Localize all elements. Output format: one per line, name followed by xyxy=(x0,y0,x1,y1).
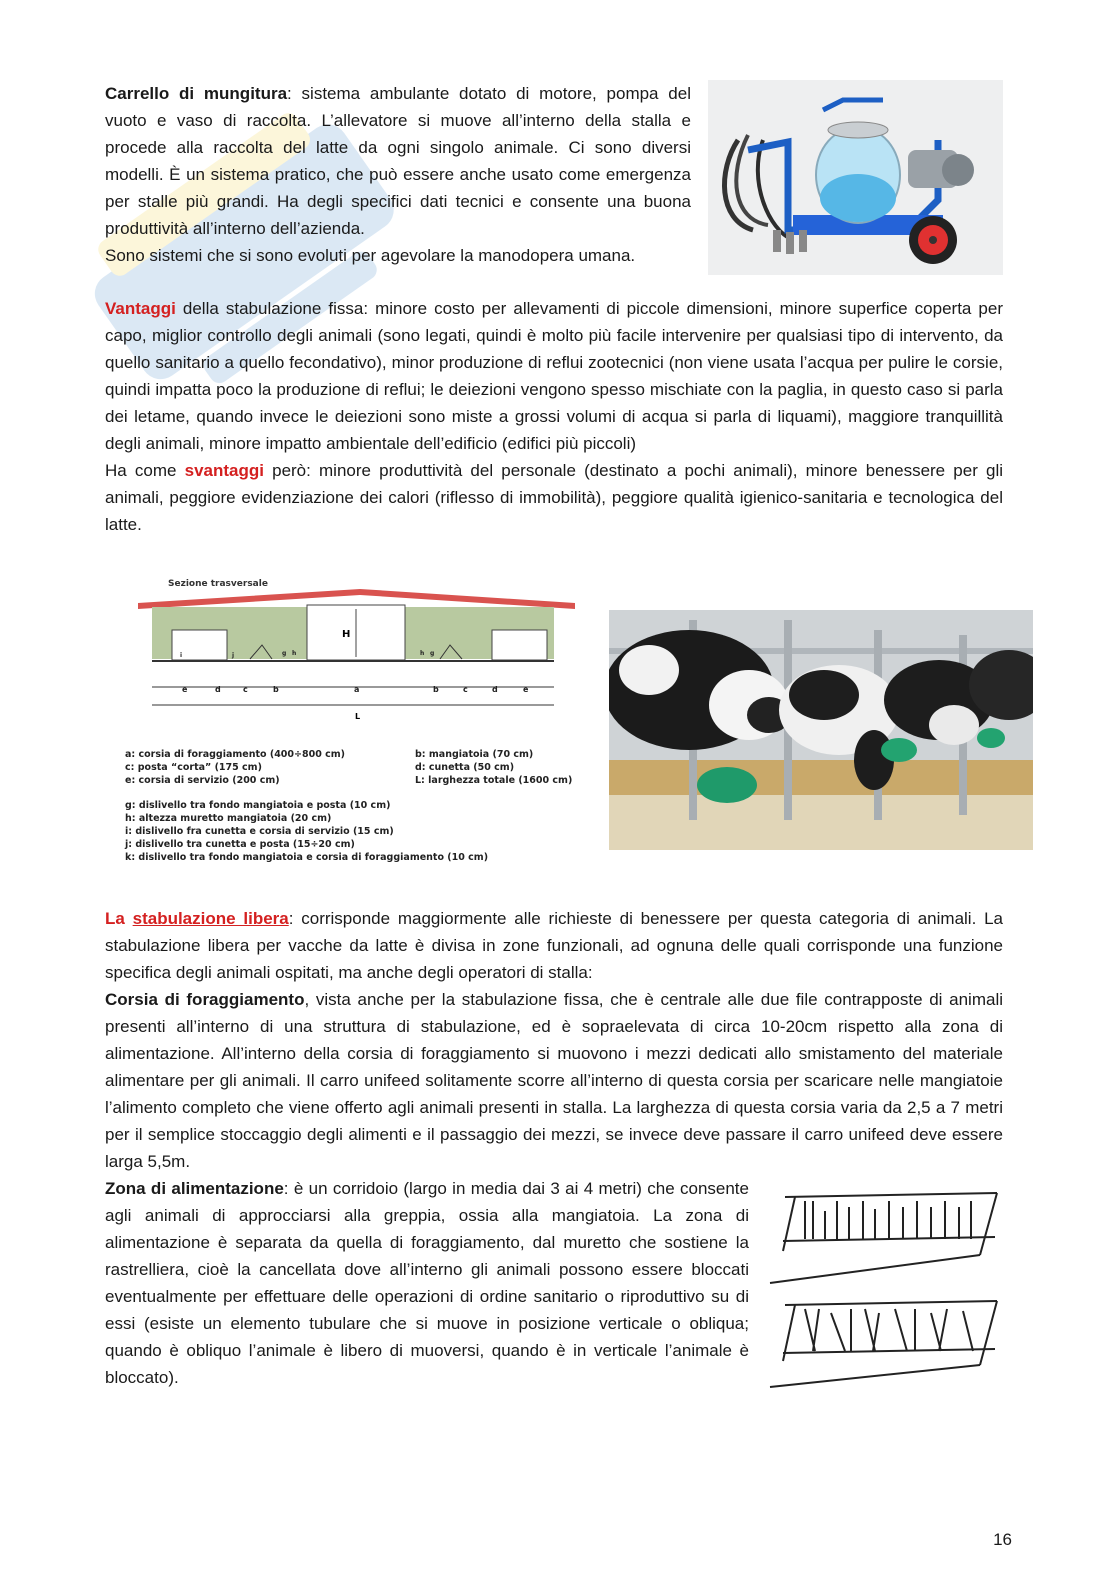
page-number: 16 xyxy=(993,1530,1012,1549)
label-e-right: e xyxy=(523,685,529,694)
advantages-paragraph: Vantaggi della stabulazione fissa: minore costo per allevamenti di piccole dimensioni, minore superfice coperta per capo, miglior controllo degli animali (sono legati, quindi è molto più facile intervenire per qualsiasi tipo di intervento, da quello sanitario a quello fecondativo), minor produzione di reflui zootecnici (non viene usata l’acqua per pulire le corsie, quindi impatta poco la produzione di reflui; le deiezioni vengono spesso mischiate con la paglia, in questo caso si parla dei letame, quando invece le deiezioni sono miste a grossi volumi di acqua si parla di liquami), maggiore tranquillità degli animali, minore impatto ambientale dell’edificio (edifici più piccoli) Ha come svantaggi però: minore produttività del personale (destinato a pochi animali), minore benessere per gli animali, peggiore evidenziazione dei calori (riflesso di immobilità), peggiore qualità igienico-sanitaria e tecnologica del latte. xyxy=(105,299,1004,534)
label-d-right: d xyxy=(492,685,498,694)
feeding-zone-paragraph: Zona di alimentazione: è un corridoio (largo in media dai 3 ai 4 metri) che consente agli animali di approcciarsi alla greppia, ossia alla mangiatoia. La zona di alimentazione è separata da quella di foraggiamento, dal muretto che sostiene la rastrelliera, cioè la cancellata dove all’interno gli animali possono essere bloccati eventualmente per effettuare delle operazioni di ordine sanitario o riproduttivo su di essi (esiste un elemento tubulare che si muove in posizione verticale o obliqua; quando è obliquo l’animale è libero di muoversi, quando è in verticale l’animale è bloccato). xyxy=(105,1179,749,1387)
free-housing-paragraph: La stabulazione libera: corrisponde maggiormente alle richieste di benessere per questa categoria di animali. La stabulazione libera per vacche da latte è divisa in zone funzionali, ad ognuna delle quali corrisponde una funzione specifica degli animali ospitati, ma anche degli operatori di stalla: Corsia di foraggiamento, vista anche per la stabulazione fissa, che è centrale alle due file contrapposte di animali presenti all’interno di una struttura di stabulazione, ed è sopraelevata di circa 10-20cm rispetto alla zona di alimentazione. All’interno della corsia di foraggiamento si muovono i mezzi dedicati allo smistamento del materiale alimentare per gli animali. Il carro unifeed solitamente scorre all’interno di questa corsia per scaricare nelle mangiatoie l’alimento completo che viene offerto agli animali presenti in stalla. La larghezza di questa corsia varia da 2,5 a 7 metri per il semplice stoccaggio degli alimenti e il passaggio dei mezzi, se invece deve passare il carro unifeed deve essere larga 5,5m. xyxy=(105,909,1004,1171)
dimension-l: L xyxy=(355,712,361,721)
cross-section-diagram xyxy=(120,575,580,870)
label-j: j xyxy=(232,652,235,659)
feed-barrier-drawing xyxy=(765,1185,1005,1390)
diagram-legend: a: corsia di foraggiamento (400÷800 cm) b: mangiatoia (70 cm) c: posta “corta” (175 cm) d: cunetta (50 cm) e: corsia di servizio (200 cm) L: larghezza totale (1600 cm) g: dislivello tra fondo mangiatoia e posta (10 cm) h: altezza muretto mangiatoia (20 cm) i: dislivello fra cunetta e corsia di servizio (15 cm) j: dislivello tra cunetta e posta (15÷20 cm) k: dislivello tra fondo mangiatoia e corsia di foraggiamento (10 cm) xyxy=(125,749,573,863)
label-g-left: g xyxy=(282,650,287,657)
diagram-title: Sezione trasversale xyxy=(168,579,268,589)
milking-cart-photo xyxy=(708,80,1003,275)
label-a: a xyxy=(354,685,360,694)
label-h-left: h xyxy=(292,650,297,657)
label-c-left: c xyxy=(243,685,248,694)
label-g-right: g xyxy=(430,650,435,657)
milking-cart-paragraph: Carrello di mungitura: sistema ambulante dotato di motore, pompa del vuoto e vaso di raccolta. L’allevatore si muove all’interno della stalla e procede alla raccolta del latte da ogni singolo animale. Ci sono diversi modelli. È un sistema pratico, che può essere anche usato come emergenza per stalle più grandi. Ha degli specifici dati tecnici e consente una buona produttività all’interno dell’azienda. Sono sistemi che si sono evoluti per agevolare la manodopera umana. xyxy=(105,84,691,265)
label-c-right: c xyxy=(463,685,468,694)
label-i: i xyxy=(180,652,183,659)
label-d-left: d xyxy=(215,685,221,694)
dimension-h: H xyxy=(342,629,351,640)
label-e-left: e xyxy=(182,685,188,694)
cows-feeding-photo xyxy=(609,610,1033,850)
label-b-right: b xyxy=(433,685,439,694)
label-b-left: b xyxy=(273,685,279,694)
label-h-right: h xyxy=(420,650,425,657)
